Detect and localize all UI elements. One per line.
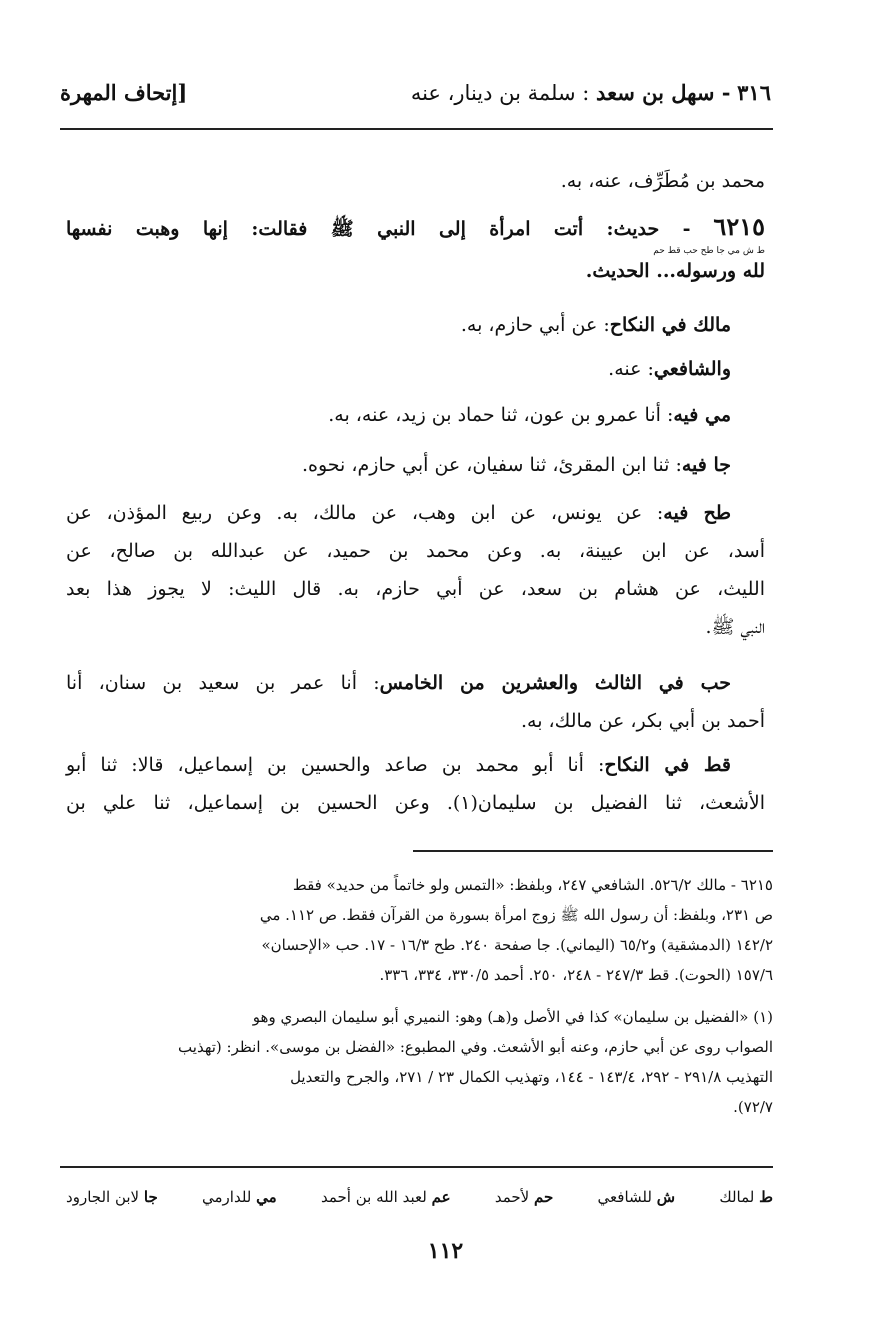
header-page-ref: ٣١٦: [737, 80, 771, 105]
body-line: أحمد بن أبي بكر، عن مالك، به.: [521, 710, 765, 732]
source-label: جا فيه: [681, 454, 731, 476]
legend-item: حم لأحمد: [494, 1188, 554, 1206]
source-label: قط في النكاح: [604, 754, 731, 776]
body-line: الليث، عن هشام بن سعد، عن أبي حازم، به. قال الليث: لا يجوز هذا بعد: [66, 578, 765, 600]
legend-item: ش للشافعي: [597, 1188, 676, 1206]
legend-item: جا لابن الجارود: [66, 1188, 158, 1206]
footnote-line: التهذيب ٢٩١/٨ - ٢٩٢، ١٤٣/٤ - ١٤٤، وتهذيب الكمال ٢٣ / ٢٧١، والجرح والتعديل: [290, 1068, 773, 1086]
source-label: حب في الثالث والعشرين من الخامس: [379, 672, 731, 694]
hadith-text-end: لله ورسوله... الحديث.: [585, 260, 765, 282]
hadith-text: : أتت امرأة إلى النبي ﷺ فقالت: إنها وهبت نفسها: [66, 218, 614, 240]
body-line: الأشعث، ثنا الفضيل بن سليمان(١). وعن الحسين بن إسماعيل، ثنا علي بن: [66, 792, 765, 814]
source-label: مي فيه: [673, 404, 731, 426]
footnote-line: ١٤٢/٢ (الدمشقية) و٦٥/٢ (اليماني). جا صفحة ٢٤٠. طح ١٦/٣ - ١٧. حب «الإحسان»: [261, 936, 773, 954]
header-rule: [60, 128, 773, 130]
source-text: : أنا عمرو بن عون، ثنا حماد بن زيد، عنه، به.: [328, 404, 674, 426]
sigla-legend: [66, 1188, 773, 1206]
source-ibn-jarud: [66, 446, 731, 484]
source-darimi: [66, 396, 731, 434]
footnote-line: ١٥٧/٦ (الحوت). قط ٢٤٧/٣ - ٢٤٨، ٢٥٠. أحمد ٣٣٠/٥، ٣٣٤، ٣٣٦.: [379, 966, 773, 984]
source-text: : ثنا ابن المقرئ، ثنا سفيان، عن أبي حازم، نحوه.: [301, 454, 682, 476]
source-text: : أنا أبو محمد بن صاعد والحسين بن إسماعيل، قالا: ثنا أبو: [66, 754, 605, 776]
source-ibn-hibban: [66, 664, 731, 702]
hadith-label: - حديث: [613, 218, 691, 240]
header-companion-name: سهل بن سعد: [596, 80, 715, 105]
footnote-rule: [413, 850, 773, 852]
source-label: والشافعي: [653, 358, 731, 380]
hadith-number: ٦٢١٥: [713, 212, 765, 241]
source-text: : أنا عمر بن سعيد بن سنان، أنا: [66, 672, 380, 694]
source-text: : عنه.: [608, 358, 654, 380]
source-malik: [66, 306, 731, 344]
body-line: النبي ﷺ.: [705, 616, 765, 638]
hadith-sigla: ط ش مي جا طح حب قط حم: [653, 246, 765, 256]
source-text: : عن يونس، عن ابن وهب، عن مالك، به. وعن ربيع المؤذن، عن: [66, 502, 664, 524]
legend-rule: [60, 1166, 773, 1168]
running-header-right: ٣١٦ - سهل بن سعد : سلمة بن دينار، عنه: [410, 80, 771, 105]
legend-item: عم لعبد الله بن أحمد: [320, 1188, 451, 1206]
footnote-line: (١) «الفضيل بن سليمان» كذا في الأصل و(هـ) وهو: النميري أبو سليمان البصري وهو: [252, 1008, 773, 1026]
source-tahawi: [66, 494, 731, 532]
hadith-text-continued: [66, 252, 765, 290]
hadith-heading: [66, 208, 765, 248]
footnote-line: ٦٢١٥ - مالك ٥٢٦/٢. الشافعي ٢٤٧، وبلفظ: «التمس ولو خاتماً من حديد» فقط: [292, 876, 773, 894]
header-narrator-chain: : سلمة بن دينار، عنه: [410, 81, 590, 105]
legend-item: مي للدارمي: [202, 1188, 277, 1206]
page-number: ١١٢: [427, 1238, 464, 1264]
body-line: أسد، عن ابن عيينة، به. وعن محمد بن حميد، عن عبدالله بن صالح، عن: [66, 540, 765, 562]
source-daraqutni: [66, 746, 731, 784]
footnote-line: ص ٢٣١، وبلفظ: أن رسول الله ﷺ زوج امرأة بسورة من القرآن فقط. ص ١١٢. مي: [259, 906, 773, 924]
legend-item: ط لمالك: [719, 1188, 773, 1206]
footnote-line: ٧٢/٧).: [733, 1098, 773, 1116]
footnote-line: الصواب روى عن أبي حازم، وعنه أبو الأشعث. وفي المطبوع: «الفضل بن موسى». انظر: (تهذيب: [178, 1038, 773, 1056]
source-shafii: [66, 350, 731, 388]
source-label: طح فيه: [663, 502, 731, 524]
body-line: محمد بن مُطَرِّف، عنه، به.: [560, 170, 765, 192]
source-label: مالك في النكاح: [609, 314, 731, 336]
running-header-left: [إتحاف المهرة: [60, 80, 188, 105]
source-text: : عن أبي حازم، به.: [460, 314, 610, 336]
